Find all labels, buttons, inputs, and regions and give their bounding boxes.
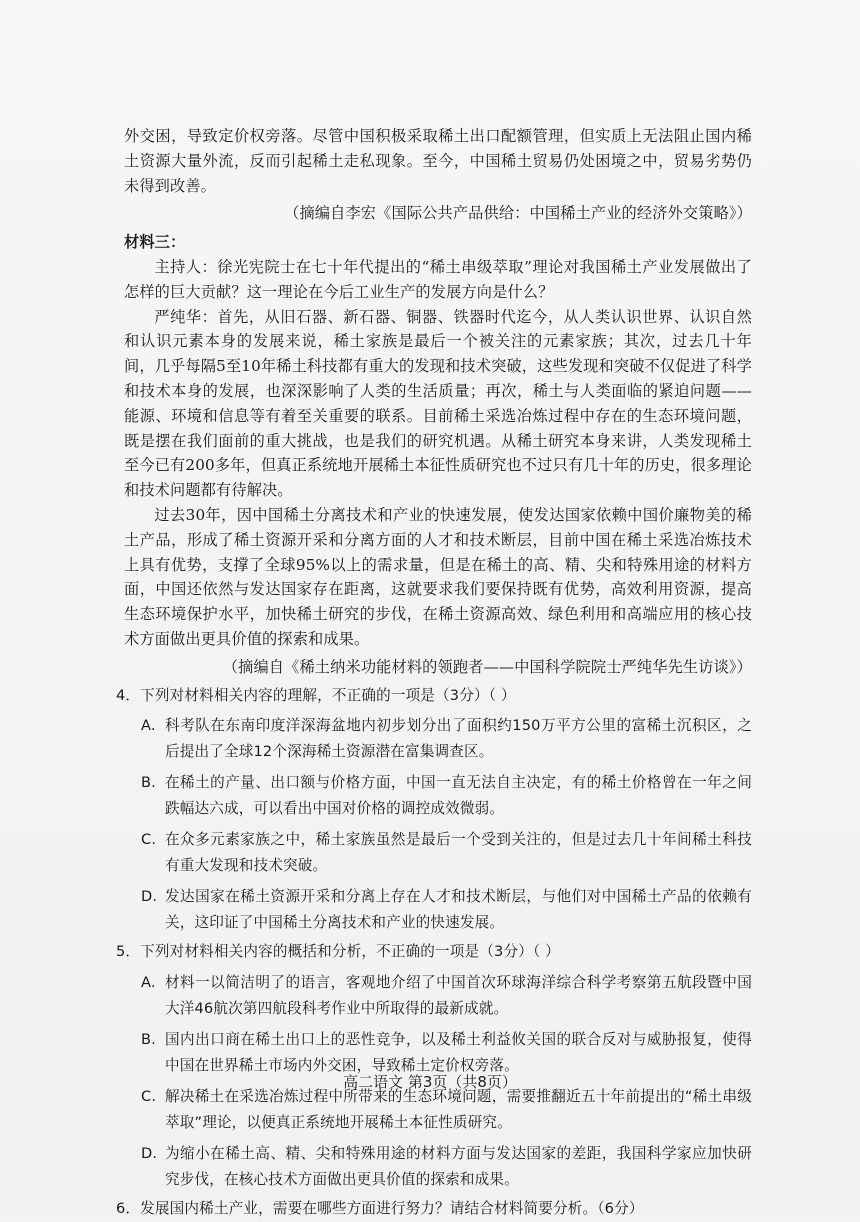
page-content: [116, 124, 752, 1222]
option-letter: B.: [141, 1031, 156, 1049]
question-5-stem: 5．下列对材料相关内容的概括和分析，不正确的一项是（3分）（ ）: [116, 943, 560, 961]
material-2-end-paragraph: 外交困，导致定价权旁落。尽管中国积极采取稀土出口配额管理，但实质上无法阻止国内稀土资源大量外流，反而引起稀土走私现象。至今，中国稀土贸易仍处困境之中，贸易劣势仍未得到改善。: [124, 127, 752, 195]
question-4-stem: 4．下列对材料相关内容的理解，不正确的一项是（3分）（ ）: [116, 686, 516, 704]
host-question-paragraph: 主持人：徐光宪院士在七十年代提出的“稀土串级萃取”理论对我国稀土产业发展做出了怎样的巨大贡献？这一理论在今后工业生产的发展方向是什么？: [124, 257, 752, 301]
option-letter: C.: [141, 831, 157, 849]
page-footer: 高二语文 第3页（共8页）: [343, 1073, 517, 1091]
option-letter: B.: [141, 774, 156, 792]
option-text: 在稀土的产量、出口额与价格方面，中国一直无法自主决定，有的稀土价格曾在一年之间跌幅达六成，可以看出中国对价格的调控成效微弱。: [165, 774, 752, 818]
question-5-option-a: [141, 970, 752, 1022]
option-letter: D.: [141, 1145, 158, 1163]
question-4-option-d: [141, 884, 752, 936]
option-letter: A.: [141, 974, 156, 992]
question-4-option-a: [141, 713, 752, 765]
question-6-stem: 6．发展国内稀土产业，需要在哪些方面进行努力？请结合材料简要分析。（6分）: [116, 1200, 644, 1218]
option-letter: C.: [141, 1088, 157, 1106]
question-4-option-b: [141, 770, 752, 822]
material-3-source: （摘编自《稀土纳米功能材料的领跑者——中国科学院院士严纯华先生访谈》）: [222, 657, 752, 676]
interview-answer-paragraph-2: 过去30年，因中国稀土分离技术和产业的快速发展，使发达国家依赖中国价廉物美的稀土产品，形成了稀土资源开采和分离方面的人才和技术断层，目前中国在稀土采选冶炼技术上具有优势，支撑了全球95%以上的需求量，但是在稀土的高、精、尖和特殊用途的材料方面，中国还依然与发达国家存在距离，这就要求我们要保持既有优势，高效利用资源，提高生态环境保护水平，加快稀土研究的步伐，在稀土资源高效、绿色利用和高端应用的核心技术方面做出更具价值的探索和成果。: [124, 505, 752, 648]
option-text: 为缩小在稀土高、精、尖和特殊用途的材料方面与发达国家的差距，我国科学家应加快研究步伐，在核心技术方面做出更具价值的探索和成果。: [165, 1145, 752, 1189]
option-text: 解决稀土在采选冶炼过程中所带来的生态环境问题，需要推翻近五十年前提出的“稀土串级萃取”理论，以便真正系统地开展稀土本征性质研究。: [165, 1088, 752, 1132]
material-2-source: （摘编自李宏《国际公共产品供给：中国稀土产业的经济外交策略》）: [284, 204, 752, 223]
question-5-option-d: [141, 1141, 752, 1193]
question-4-option-c: [141, 827, 752, 879]
option-letter: A.: [141, 717, 156, 735]
option-text: 科考队在东南印度洋深海盆地内初步划分出了面积约150万平方公里的富稀土沉积区，之后提出了全球12个深海稀土资源潜在富集调查区。: [165, 717, 752, 761]
option-text: 在众多元素家族之中，稀土家族虽然是最后一个受到关注的，但是过去几十年间稀土科技有重大发现和技术突破。: [165, 831, 752, 875]
option-letter: D.: [141, 888, 158, 906]
option-text: 发达国家在稀土资源开采和分离上存在人才和技术断层，与他们对中国稀土产品的依赖有关，这印证了中国稀土分离技术和产业的快速发展。: [165, 888, 752, 932]
material-3-title: 材料三：: [124, 233, 186, 252]
option-text: 材料一以简洁明了的语言，客观地介绍了中国首次环球海洋综合科学考察第五航段暨中国大洋46航次第四航段科考作业中所取得的最新成就。: [165, 974, 752, 1018]
interview-answer-paragraph-1: 严纯华：首先，从旧石器、新石器、铜器、铁器时代迄今，从人类认识世界、认识自然和认识元素本身的发展来说，稀土家族是最后一个被关注的元素家族；其次，过去几十年间，几乎每隔5至10年稀土科技都有重大的发现和技术突破，这些发现和突破不仅促进了科学和技术本身的发展，也深深影响了人类的生活质量；再次，稀土与人类面临的紧迫问题——能源、环境和信息等有着至关重要的联系。目前稀土采选冶炼过程中存在的生态环境问题，既是摆在我们面前的重大挑战，也是我们的研究机遇。从稀土研究本身来讲，人类发现稀土至今已有200多年，但真正系统地开展稀土本征性质研究也不过只有几十年的历史，很多理论和技术问题都有待解决。: [124, 307, 752, 500]
option-text: 国内出口商在稀土出口上的恶性竞争，以及稀土利益攸关国的联合反对与威胁报复，使得中国在世界稀土市场内外交困，导致稀土定价权旁落。: [165, 1031, 752, 1075]
